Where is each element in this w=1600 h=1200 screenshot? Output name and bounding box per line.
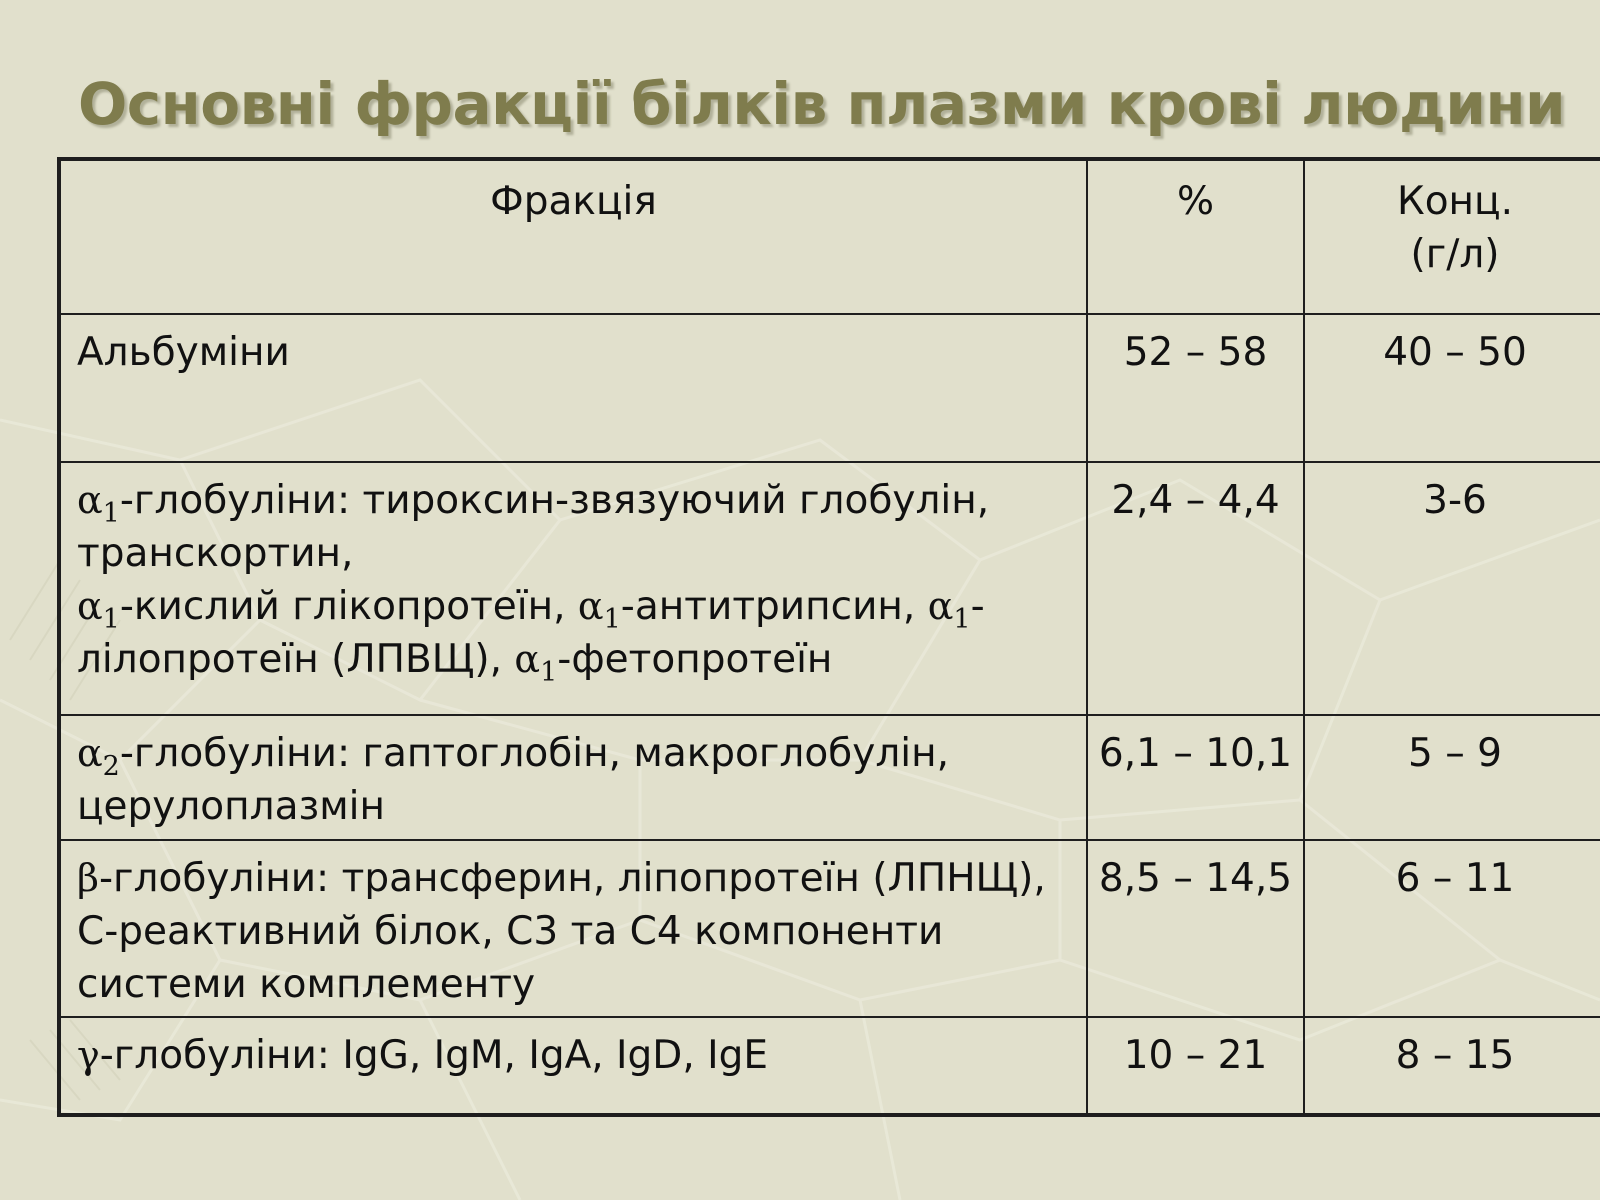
table-row-albumins xyxy=(59,314,1600,462)
header-percent: % xyxy=(1176,179,1215,224)
table-header-row xyxy=(59,159,1600,314)
alpha-symbol: α xyxy=(577,583,604,628)
subscript-2: 2 xyxy=(102,750,120,782)
fraction-text: -глобуліни: трансферин, ліпопротеїн (ЛПНЩ), С-реактивний білок, С3 та С4 компоненти системи комплементу xyxy=(77,855,1046,1007)
percent-cell xyxy=(1087,715,1304,840)
header-percent-cell xyxy=(1087,159,1304,314)
header-conc-cell xyxy=(1304,159,1600,314)
fraction-text: -глобуліни: тироксин-звязуючий глобулін, транскортин, xyxy=(77,477,990,576)
table-row-alpha2-globulins xyxy=(59,715,1600,840)
percent-cell xyxy=(1087,840,1304,1017)
header-fraction: Фракція xyxy=(490,179,657,224)
slide-title: Основні фракції білків плазми крові людини xyxy=(78,70,1566,138)
conc-cell xyxy=(1304,715,1600,840)
protein-fractions-table xyxy=(57,157,1600,1117)
fraction-text: -глобуліни: IgG, IgM, IgA, IgD, IgE xyxy=(99,1032,769,1078)
fraction-text: -глобуліни: гаптоглобін, макроглобулін, церулоплазмін xyxy=(77,730,949,829)
beta-symbol: β xyxy=(77,855,99,900)
subscript-1: 1 xyxy=(953,603,971,635)
percent-value: 2,4 – 4,4 xyxy=(1111,477,1280,523)
percent-value: 52 – 58 xyxy=(1123,329,1268,375)
conc-cell xyxy=(1304,314,1600,462)
percent-value: 6,1 – 10,1 xyxy=(1098,730,1293,776)
conc-value: 3-6 xyxy=(1423,477,1487,523)
conc-value: 40 – 50 xyxy=(1383,329,1527,375)
alpha-symbol: α xyxy=(77,583,103,628)
fraction-cell xyxy=(59,715,1087,840)
fraction-name: Альбуміни xyxy=(77,329,290,375)
fraction-cell xyxy=(59,1017,1087,1115)
percent-cell xyxy=(1087,462,1304,715)
header-fraction-cell xyxy=(59,159,1087,314)
fraction-text: -антитрипсин, xyxy=(620,583,928,629)
table-row-gamma-globulins xyxy=(59,1017,1600,1115)
conc-value: 6 – 11 xyxy=(1395,855,1515,901)
fraction-text: -лілопротеїн (ЛПВЩ), xyxy=(77,583,985,682)
conc-value: 5 – 9 xyxy=(1408,730,1502,776)
alpha-symbol: α xyxy=(927,583,954,628)
alpha-symbol: α xyxy=(514,636,541,681)
header-conc-line1: Конц. xyxy=(1397,179,1513,224)
fraction-cell xyxy=(59,840,1087,1017)
table-row-alpha1-globulins xyxy=(59,462,1600,715)
percent-value: 8,5 – 14,5 xyxy=(1098,855,1293,901)
conc-cell xyxy=(1304,840,1600,1017)
fraction-text: -кислий глікопротеїн, xyxy=(119,583,578,629)
protein-fractions-table-frame xyxy=(57,157,1600,1117)
subscript-1: 1 xyxy=(102,603,120,635)
percent-cell xyxy=(1087,314,1304,462)
conc-cell xyxy=(1304,462,1600,715)
fraction-cell xyxy=(59,314,1087,462)
subscript-1: 1 xyxy=(603,603,621,635)
percent-cell xyxy=(1087,1017,1304,1115)
alpha-symbol: α xyxy=(77,477,103,522)
alpha-symbol: α xyxy=(77,730,103,775)
gamma-symbol: γ xyxy=(77,1032,100,1077)
fraction-cell xyxy=(59,462,1087,715)
conc-cell xyxy=(1304,1017,1600,1115)
fraction-text: -фетопротеїн xyxy=(557,636,833,682)
conc-value: 8 – 15 xyxy=(1395,1032,1515,1078)
percent-value: 10 – 21 xyxy=(1123,1032,1268,1078)
subscript-1: 1 xyxy=(540,656,558,688)
table-row-beta-globulins xyxy=(59,840,1600,1017)
header-conc-line2: (г/л) xyxy=(1410,232,1500,277)
subscript-1: 1 xyxy=(102,497,120,529)
